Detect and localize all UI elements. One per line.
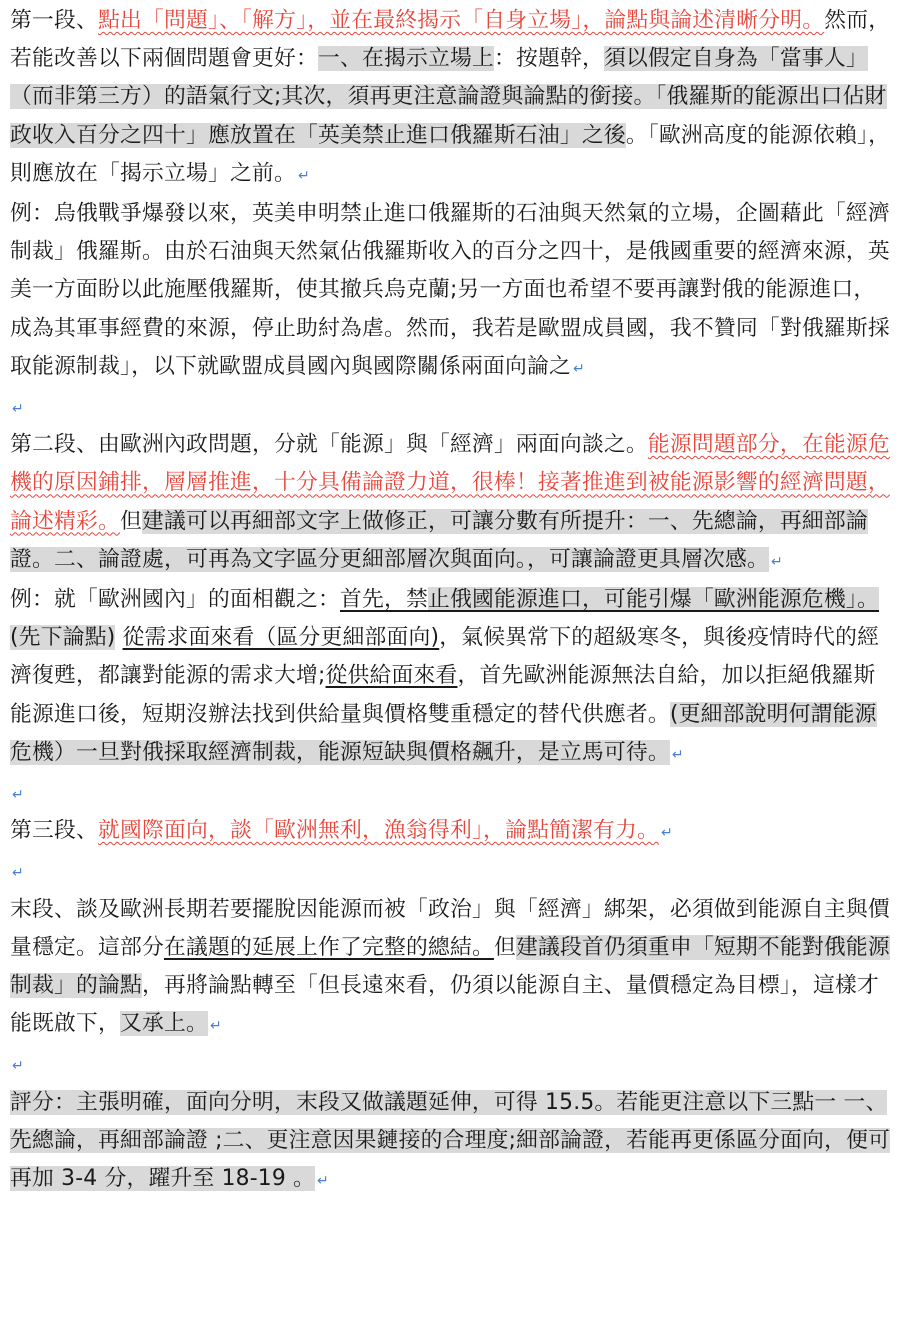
paragraph-2-example [10, 581, 894, 774]
paragraph-mark-icon [771, 554, 783, 570]
text-run: 末段、談及歐洲長期若要擺脫因能源而被「政治」與「經濟」綁架，必須做到能源自主與價量穩定。這部分 [10, 896, 890, 960]
paragraph-1-example [10, 195, 894, 388]
highlighted-text: 評分：主張明確，面向分明，末段又做議題延伸，可得 15.5。若能更注意以下三點一 一、先總論，再細部論證 ;二、更注意因果鏈接的合理度;細部論證，若能再更係區分面向，便可再加 3-4 分，躍升至 18-19 。 [10, 1089, 891, 1192]
text-run [115, 625, 122, 650]
praise-text: 點出「問題」、「解方」，並在最終揭示「自身立場」，論點與論述清晰分明。 [98, 8, 825, 33]
highlighted-text: 須以假定自身為「當事人」（而非第三方）的語氣行文;其次，須再更注意論證與論點的銜接。「俄羅斯的能源出口佔財政收入百分之四十」應放置在「英美禁止進口俄羅斯石油」之後 [10, 46, 887, 148]
paragraph-mark-icon [12, 401, 24, 417]
highlighted-text: (更細部說明何謂能源危機）一旦對俄採取經濟制裁，能源短缺與價格飆升，是立馬可待。 [10, 701, 877, 765]
grading-summary [10, 1084, 894, 1201]
paragraph-mark-icon [672, 747, 684, 763]
underlined-text: 從需求面來看（區分更細部面向) [122, 625, 440, 651]
blank-line [10, 1045, 894, 1083]
underlined-text: 從供給面來看 [325, 663, 458, 689]
underlined-text: 在議題的延展上作了完整的總結。 [163, 934, 494, 960]
paragraph-2-comment [10, 426, 894, 581]
text-run: 第三段、 [10, 818, 98, 844]
final-paragraph-comment [10, 891, 894, 1046]
text-run: ：按題幹， [493, 46, 604, 72]
highlighted-text: 又承上。 [120, 1011, 208, 1037]
paragraph-mark-icon [12, 1058, 24, 1074]
text-run: ，再將論點轉至「但長遠來看，仍須以能源自主、量價穩定為目標」，這樣才能既啟下， [10, 973, 879, 1037]
paragraph-mark-icon [12, 865, 24, 881]
text-run: 但 [493, 934, 516, 960]
paragraph-mark-icon [317, 1173, 329, 1189]
blank-line [10, 774, 894, 812]
text-run: ，首先歐洲能源無法自給，加以拒絕俄羅斯能源進口後，短期沒辦法找到供給量與價格雙重穩定的替代供應者。 [10, 663, 876, 727]
paragraph-mark-icon [573, 361, 585, 377]
text-run: ，氣候異常下的超級寒冬，與後疫情時代的經濟復甦，都讓對能源的需求大增; [10, 625, 880, 689]
text-run: 例：就「歐洲國內」的面相觀之： [10, 587, 340, 613]
text-run: 。「歐洲高度的能源依賴」，則應放在「揭示立場」之前。 [10, 122, 891, 186]
paragraph-mark-icon [298, 168, 310, 184]
highlighted-text: 建議可以再細部文字上做修正，可讓分數有所提升：一、先總論，再細部論證。二、論證處，可再為文字區分更細部層次與面向。，可讓論證更具層次感。 [10, 508, 868, 572]
paragraph-mark-icon [210, 1018, 222, 1034]
text-run: 例：烏俄戰爭爆發以來，英美申明禁止進口俄羅斯的石油與天然氣的立場，企圖藉此「經濟制裁」俄羅斯。由於石油與天然氣佔俄羅斯收入的百分之四十，是俄國重要的經濟來源，英美一方面盼以此施壓俄羅斯，使其撤兵烏克蘭;另一方面也希望不要再讓對俄的能源進口，成為其軍事經費的來源，停止助紂為虐。然而，我若是歐盟成員國，我不贊同「對俄羅斯採取能源制裁」，以下就歐盟成員國內與國際關係兩面向論之 [10, 201, 890, 379]
highlighted-text: (先下論點) [10, 625, 116, 651]
praise-text: 就國際面向，談「歐洲無利，漁翁得利」，論點簡潔有力。 [98, 818, 660, 844]
text-run: 第二段、由歐洲內政問題，分就「能源」與「經濟」兩面向談之。 [10, 432, 648, 458]
paragraph-mark-icon [12, 787, 24, 803]
blank-line [10, 388, 894, 426]
paragraph-3-comment [10, 812, 894, 852]
underlined-text: 首先，禁 [339, 587, 428, 613]
paragraph-mark-icon [661, 825, 673, 841]
highlighted-text: 建議段首仍須重申「短期不能對俄能源制裁」的論點 [10, 934, 890, 999]
text-run: 然而，若能改善以下兩個問題會更好： [10, 8, 891, 72]
praise-text: 能源問題部分，在能源危機的原因鋪排，層層推進，十分具備論證力道，很棒！接著推進到被能源影響的經濟問題，論述精彩。 [10, 432, 890, 534]
text-run: 但 [120, 508, 142, 534]
highlighted-text: 一、在揭示立場上 [317, 46, 494, 72]
text-run: 第一段、 [10, 8, 98, 33]
blank-line [10, 852, 894, 890]
paragraph-1-comment [10, 2, 894, 195]
underlined-highlighted-text: 止俄國能源進口，可能引爆「歐洲能源危機」。 [427, 587, 880, 613]
